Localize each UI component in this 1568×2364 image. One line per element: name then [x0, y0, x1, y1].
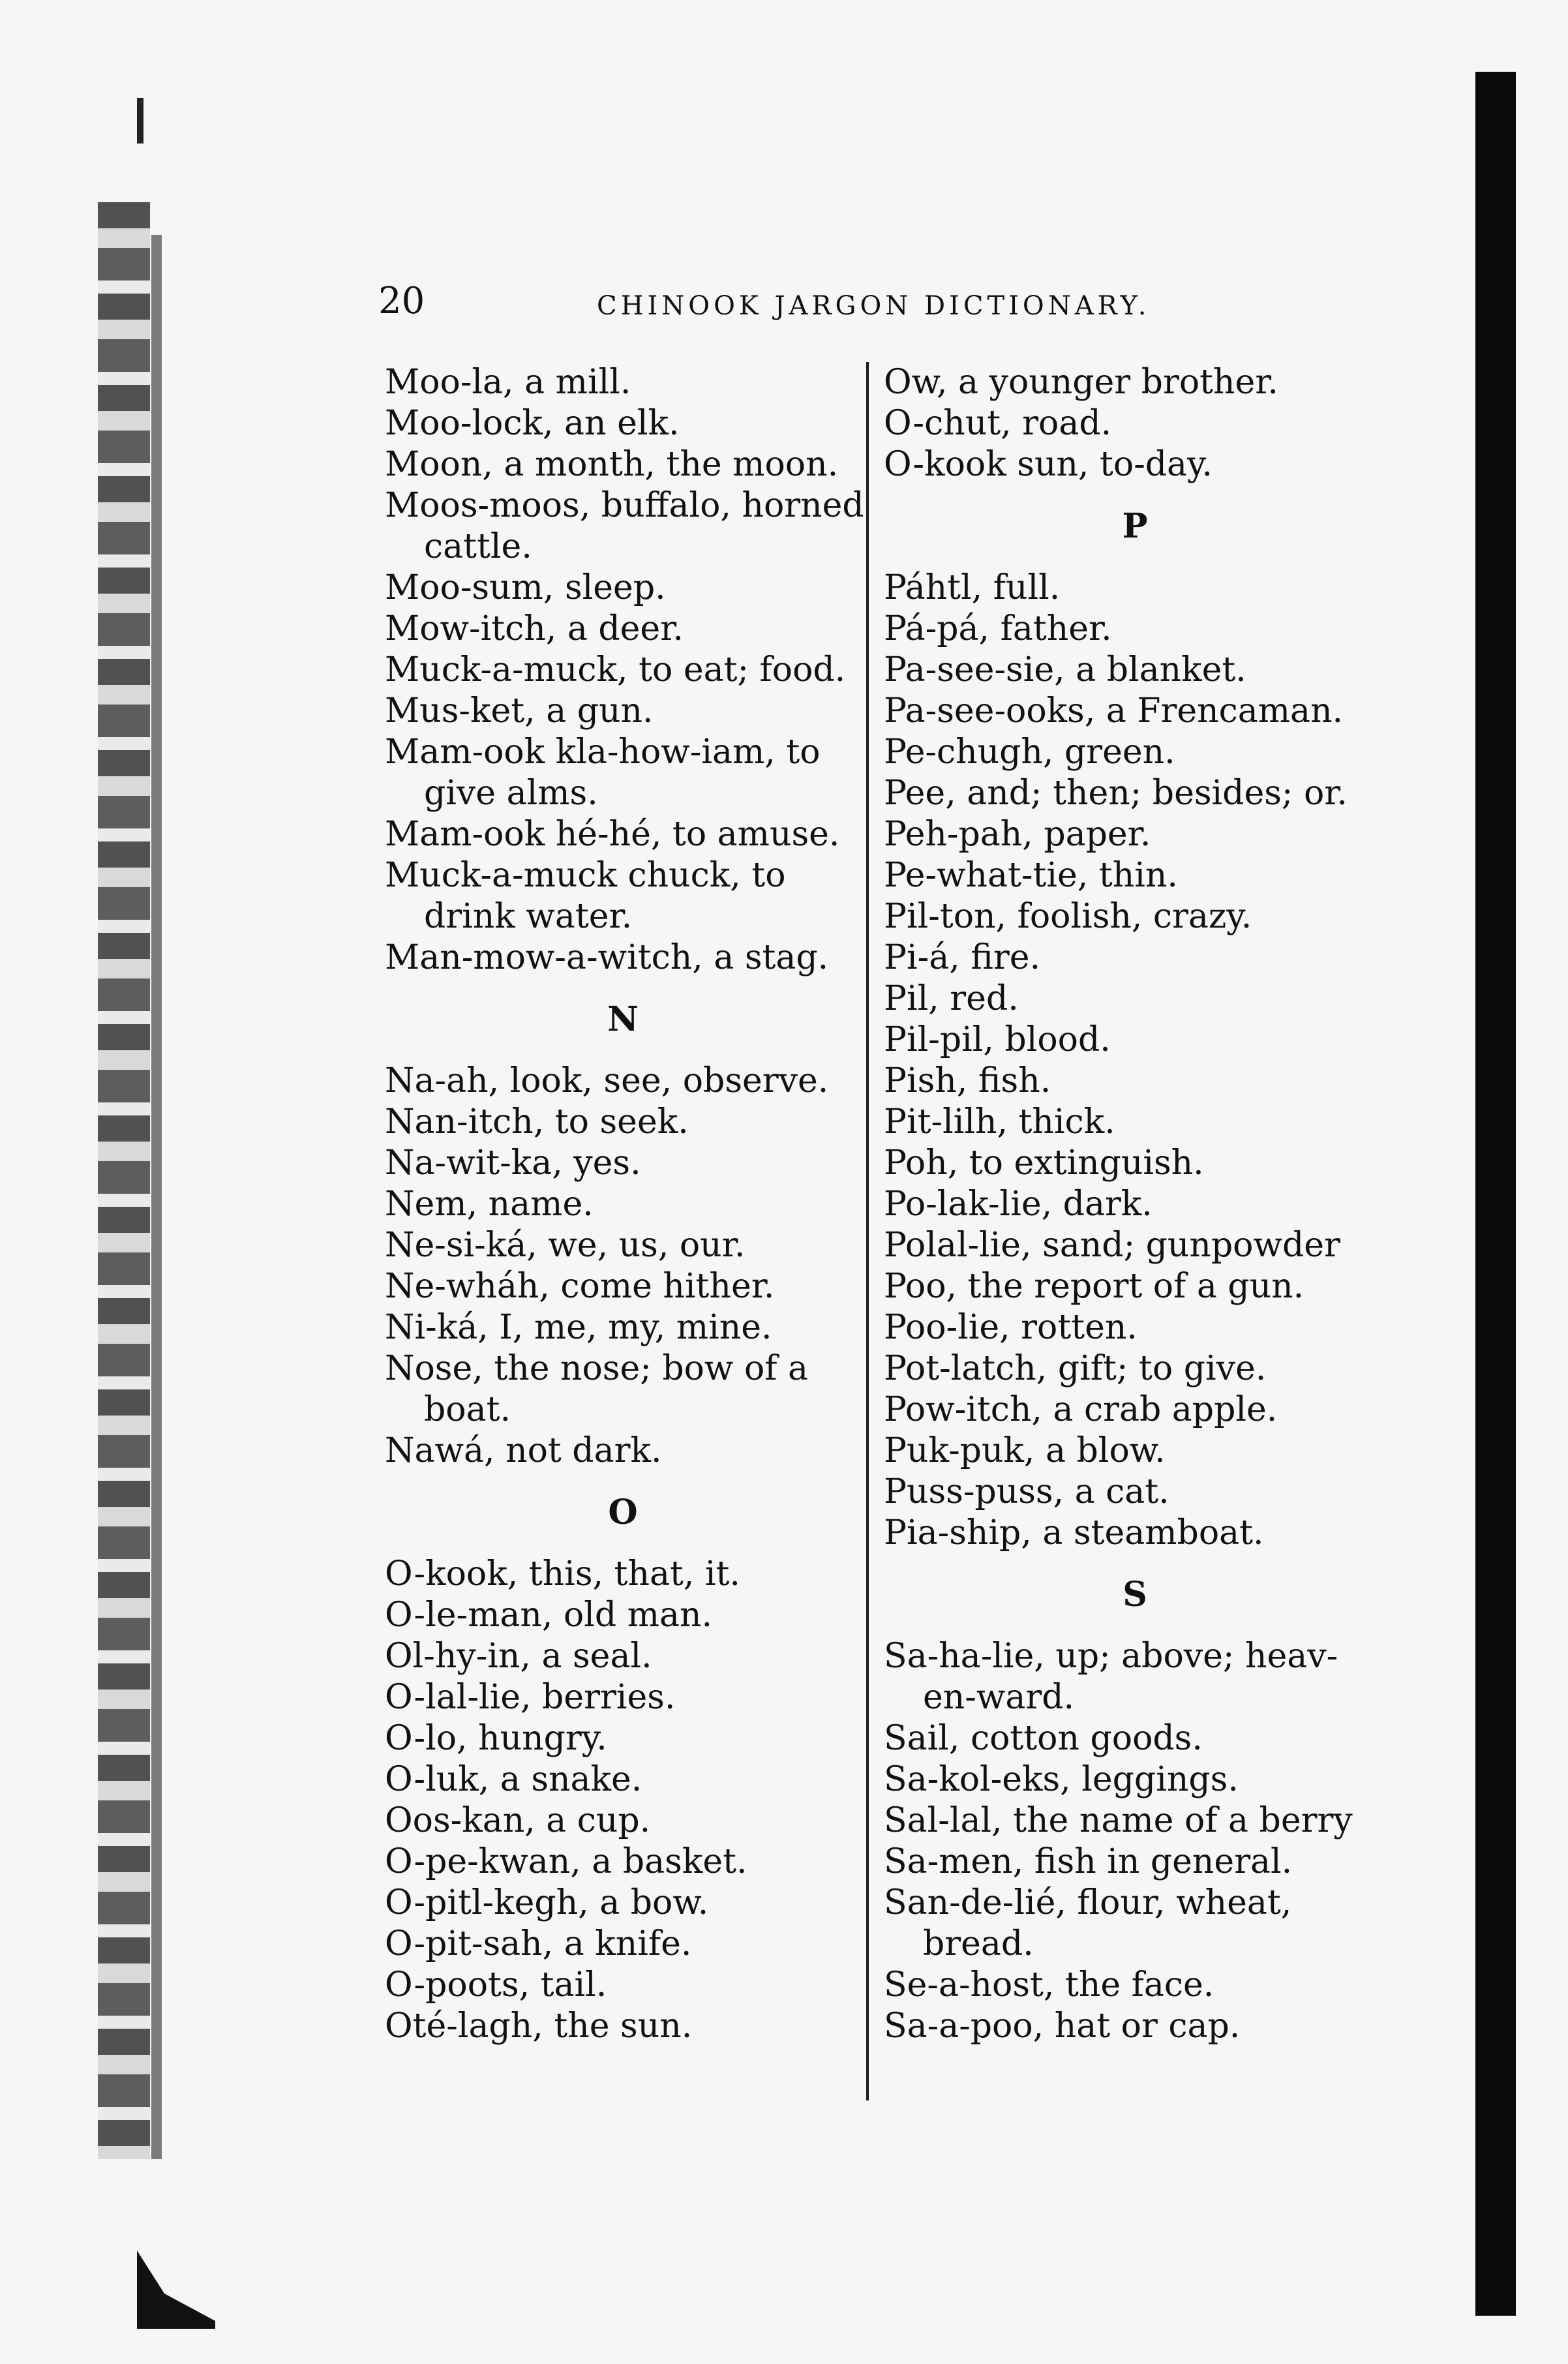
entry: Pil, red. [884, 979, 1019, 1018]
section-heading-o: O [608, 1493, 638, 1532]
entry: Muck-a-muck chuck, to [385, 856, 786, 895]
entry: O-kook sun, to-day. [884, 445, 1213, 484]
entry: Po-lak-lie, dark. [884, 1185, 1153, 1224]
entry: O-pitl-kegh, a bow. [385, 1883, 709, 1922]
entry: Moo-lock, an elk. [385, 404, 680, 443]
entry: Oté-lagh, the sun. [385, 2007, 693, 2046]
entry: Pil-pil, blood. [884, 1020, 1111, 1059]
entry: Polal-lie, sand; gunpowder [884, 1226, 1340, 1265]
entry: Poo, the report of a gun. [884, 1267, 1304, 1306]
edge-mark [137, 98, 143, 144]
entry: Ne-wháh, come hither. [385, 1267, 775, 1306]
entry: Pa-see-ooks, a Frencaman. [884, 691, 1344, 731]
binding-gutter [98, 202, 150, 2159]
entry: Se-a-host, the face. [884, 1965, 1214, 2005]
entry: Moon, a month, the moon. [385, 445, 839, 484]
entry: Pee, and; then; besides; or. [884, 774, 1348, 813]
entry: Pow-itch, a crab apple. [884, 1390, 1278, 1429]
entry: O-le-man, old man. [385, 1596, 713, 1635]
entry: Ne-si-ká, we, us, our. [385, 1226, 746, 1265]
entry: San-de-lié, flour, wheat, [884, 1883, 1292, 1922]
entry: Muck-a-muck, to eat; food. [385, 650, 846, 690]
entry: Mam-ook kla-how-iam, to [385, 733, 821, 772]
entry: Sa-ha-lie, up; above; heav- [884, 1637, 1338, 1676]
entry: Nose, the nose; bow of a [385, 1349, 809, 1388]
entry: Mam-ook hé-hé, to amuse. [385, 815, 840, 854]
entry: Pit-lilh, thick. [884, 1102, 1115, 1142]
entry: Poh, to extinguish. [884, 1144, 1204, 1183]
entry: Sal-lal, the name of a berry [884, 1801, 1353, 1840]
entry: Sa-a-poo, hat or cap. [884, 2007, 1241, 2046]
entry: Moos-moos, buffalo, horned [385, 486, 864, 525]
entry: Páhtl, full. [884, 568, 1061, 607]
entry: O-chut, road. [884, 404, 1112, 443]
entry: Nem, name. [385, 1185, 594, 1224]
entry: Peh-pah, paper. [884, 815, 1151, 854]
page-edge-bar [1475, 72, 1516, 2316]
entry: Sa-men, fish in general. [884, 1842, 1293, 1881]
page-corner-shadow [137, 2250, 215, 2329]
entry: Puss-puss, a cat. [884, 1472, 1169, 1511]
entry: O-lo, hungry. [385, 1719, 607, 1758]
section-heading-n: N [607, 999, 639, 1039]
entry: Poo-lie, rotten. [884, 1308, 1138, 1347]
entry: O-pe-kwan, a basket. [385, 1842, 747, 1881]
entry: Pe-chugh, green. [884, 733, 1175, 772]
entry: Nan-itch, to seek. [385, 1102, 689, 1142]
entry: Pi-á, fire. [884, 938, 1041, 977]
running-title: CHINOOK JARGON DICTIONARY. [597, 291, 1151, 321]
entry: Moo-la, a mill. [385, 363, 631, 402]
entry: Puk-puk, a blow. [884, 1431, 1166, 1470]
entry: Na-wit-ka, yes. [385, 1144, 641, 1183]
section-heading-s: S [1123, 1575, 1147, 1614]
entry: Na-ah, look, see, observe. [385, 1061, 829, 1100]
entry: Pia-ship, a steamboat. [884, 1513, 1264, 1553]
entry: Pa-see-sie, a blanket. [884, 650, 1246, 690]
entry: O-lal-lie, berries. [385, 1678, 676, 1717]
entry: O-pit-sah, a knife. [385, 1924, 692, 1963]
entry: O-poots, tail. [385, 1965, 607, 2005]
entry: Oos-kan, a cup. [385, 1801, 651, 1840]
right-column [884, 362, 1386, 2047]
page-number: 20 [378, 280, 425, 322]
column-divider [866, 362, 869, 2100]
entry: O-kook, this, that, it. [385, 1554, 740, 1594]
entry: Nawá, not dark. [385, 1431, 662, 1470]
entry: Pá-pá, father. [884, 609, 1112, 648]
entry-continuation: en-ward. [923, 1678, 1075, 1717]
entry: Man-mow-a-witch, a stag. [385, 938, 829, 977]
entry: Pil-ton, foolish, crazy. [884, 897, 1252, 936]
left-column [385, 362, 864, 2047]
entry: Mus-ket, a gun. [385, 691, 654, 731]
entry: Pish, fish. [884, 1061, 1051, 1100]
entry: Sa-kol-eks, leggings. [884, 1760, 1239, 1799]
binding-shadow [151, 235, 162, 2159]
entry-continuation: cattle. [424, 527, 532, 566]
entry-continuation: boat. [424, 1390, 511, 1429]
entry: Ow, a younger brother. [884, 363, 1278, 402]
entry: Pe-what-tie, thin. [884, 856, 1178, 895]
entry: Ni-ká, I, me, my, mine. [385, 1308, 772, 1347]
section-heading-p: P [1122, 506, 1148, 546]
entry-continuation: drink water. [424, 897, 633, 936]
entry-continuation: give alms. [424, 774, 598, 813]
entry: Ol-hy-in, a seal. [385, 1637, 652, 1676]
entry: Sail, cotton goods. [884, 1719, 1203, 1758]
entry-continuation: bread. [923, 1924, 1034, 1963]
entry: Mow-itch, a deer. [385, 609, 684, 648]
entry: O-luk, a snake. [385, 1760, 642, 1799]
entry: Pot-latch, gift; to give. [884, 1349, 1267, 1388]
entry: Moo-sum, sleep. [385, 568, 666, 607]
